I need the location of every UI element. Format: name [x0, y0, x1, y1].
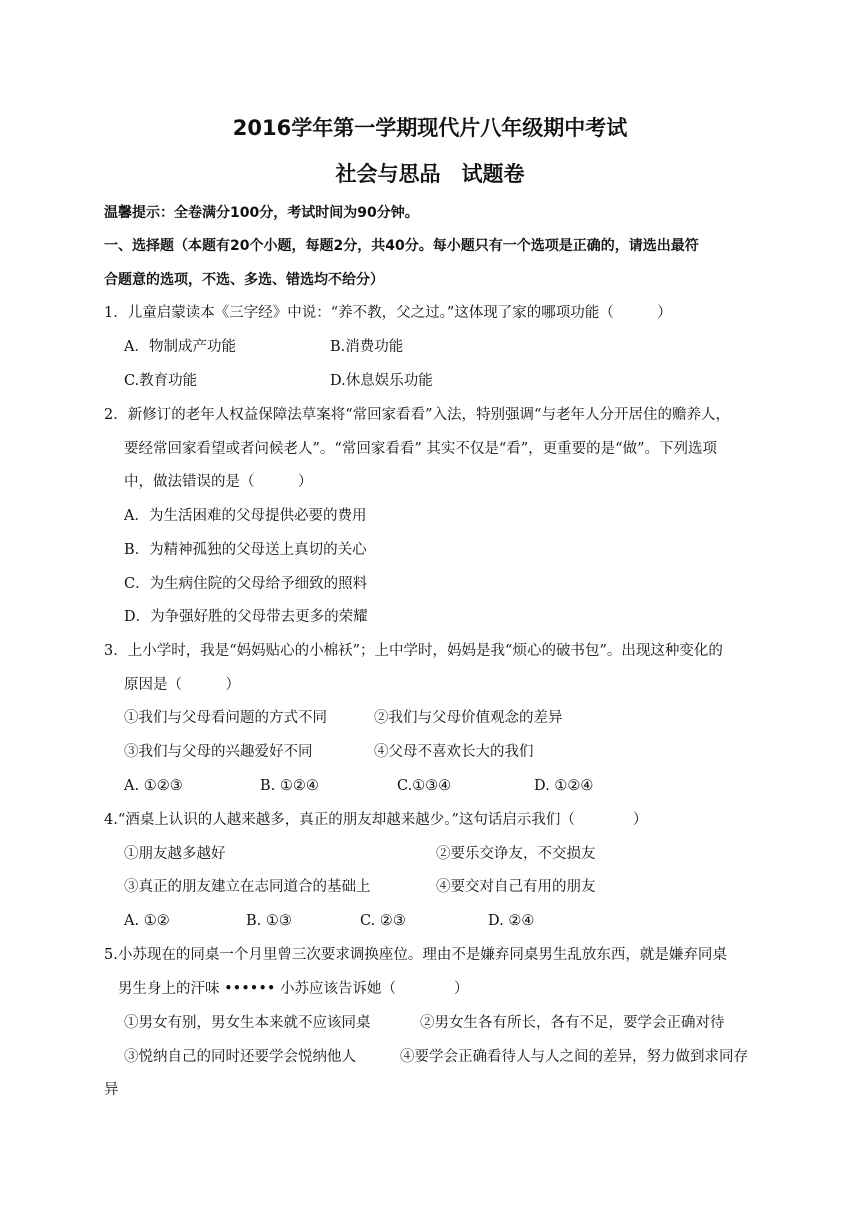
question-4-statement-3: ③真正的朋友建立在志同道合的基础上 [124, 879, 371, 895]
question-4-option-a: A. ①② [124, 913, 170, 929]
question-1-option-d: D.休息娱乐功能 [330, 373, 433, 389]
question-4-option-c: C. ②③ [360, 913, 406, 929]
question-5-statement-2: ②男女生各有所长，各有不足，要学会正确对待 [420, 1015, 725, 1031]
question-4-option-b: B. ①③ [246, 913, 292, 929]
question-5-statement-4-continued: 异 [104, 1082, 119, 1098]
question-3-statement-4: ④父母不喜欢长大的我们 [374, 744, 534, 760]
question-2-option-b: B．为精神孤独的父母送上真切的关心 [124, 542, 367, 558]
question-1-option-b: B.消费功能 [330, 339, 404, 355]
question-2-stem-line-2: 要经常回家看望或者问候老人”。“常回家看看” 其实不仅是“看”，更重要的是“做”。下列选项 [124, 441, 717, 457]
question-5-statement-1: ①男女有别，男女生本来就不应该同桌 [124, 1015, 371, 1031]
question-2-option-d: D．为争强好胜的父母带去更多的荣耀 [124, 609, 368, 625]
question-4-statement-2: ②要乐交诤友，不交损友 [436, 846, 596, 862]
question-3-option-c: C.①③④ [397, 778, 452, 794]
question-4-statement-1: ①朋友越多越好 [124, 846, 226, 862]
exam-subtitle: 社会与思品 试题卷 [335, 162, 525, 186]
question-1-stem: 1．儿童启蒙读本《三字经》中说：“养不教，父之过。”这体现了家的哪项功能（ ） [104, 305, 672, 321]
question-3-stem-line-1: 3．上小学时，我是“妈妈贴心的小棉袄”；上中学时，妈妈是我“烦心的破书包”。出现这种变化的 [104, 643, 723, 659]
question-4-statement-4: ④要交对自己有用的朋友 [436, 879, 596, 895]
notice: 温馨提示：全卷满分100分，考试时间为90分钟。 [104, 205, 419, 221]
question-2-stem-line-3: 中，做法错误的是（ ） [124, 474, 313, 490]
question-2-option-a: A．为生活困难的父母提供必要的费用 [124, 508, 367, 524]
question-5-statement-4: ④要学会正确看待人与人之间的差异，努力做到求同存 [400, 1049, 748, 1065]
question-3-statement-3: ③我们与父母的兴趣爱好不同 [124, 744, 313, 760]
section-1-heading-line-1: 一、选择题（本题有20个小题，每题2分，共40分。每小题只有一个选项是正确的，请选出最符 [104, 238, 699, 254]
question-5-statement-3: ③悦纳自己的同时还要学会悦纳他人 [124, 1049, 356, 1065]
question-3-statement-1: ①我们与父母看问题的方式不同 [124, 710, 327, 726]
question-3-statement-2: ②我们与父母价值观念的差异 [374, 710, 563, 726]
question-1-option-c: C.教育功能 [124, 373, 198, 389]
question-1-option-a: A．物制成产功能 [124, 339, 236, 355]
question-5-stem-line-2: 男生身上的汗味 •••••• 小苏应该告诉她（ ） [118, 981, 469, 997]
question-3-option-d: D. ①②④ [534, 778, 594, 794]
question-2-stem-line-1: 2．新修订的老年人权益保障法草案将“常回家看看”入法，特别强调“与老年人分开居住的赡养人， [104, 407, 730, 423]
question-3-stem-line-2: 原因是（ ） [124, 677, 240, 693]
question-4-option-d: D. ②④ [488, 913, 535, 929]
question-3-option-a: A. ①②③ [124, 778, 183, 794]
question-2-option-c: C．为生病住院的父母给予细致的照料 [124, 576, 368, 592]
question-3-option-b: B. ①②④ [260, 778, 319, 794]
exam-title: 2016学年第一学期现代片八年级期中考试 [232, 116, 628, 140]
question-5-stem-line-1: 5.小苏现在的同桌一个月里曾三次要求调换座位。理由不是嫌弃同桌男生乱放东西，就是嫌弃同桌 [104, 947, 727, 963]
question-4-stem: 4.“酒桌上认识的人越来越多，真正的朋友却越来越少。”这句话启示我们（ ） [104, 812, 648, 828]
section-1-heading-line-2: 合题意的选项，不选、多选、错选均不给分） [104, 272, 384, 288]
